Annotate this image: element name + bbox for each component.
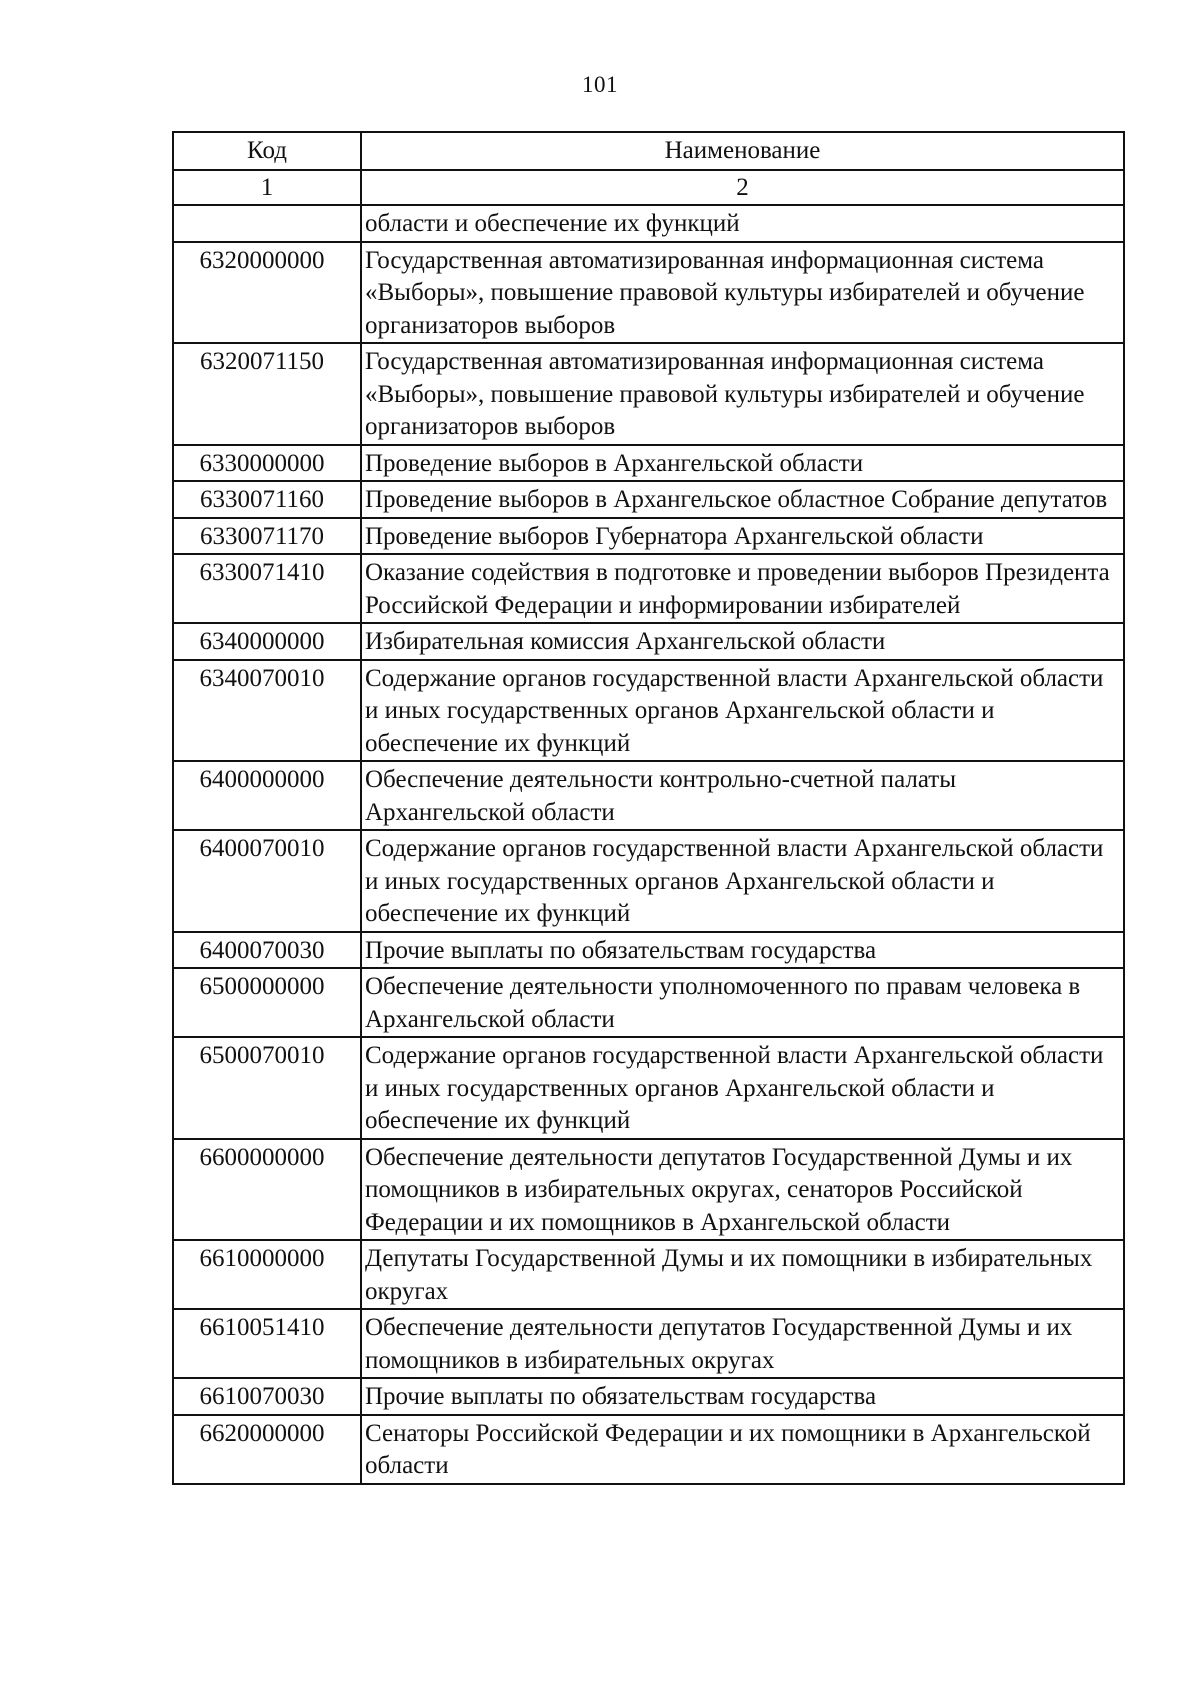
row-code [173,205,361,242]
table-row [173,761,1124,830]
row-name: Государственная автоматизированная информационная система «Выборы», повышение правовой культуры избирателей и обучение организаторов выборов [361,343,1124,445]
row-name: Прочие выплаты по обязательствам государства [361,1378,1124,1415]
column-number-code: 1 [173,170,361,206]
table-row [173,968,1124,1037]
row-name: Государственная автоматизированная информационная система «Выборы», повышение правовой культуры избирателей и обучение организаторов выборов [361,242,1124,344]
row-code: 6330071170 [173,518,361,555]
column-number-row [173,170,1124,206]
row-name: Прочие выплаты по обязательствам государства [361,932,1124,969]
row-code: 6330071160 [173,481,361,518]
table-row [173,554,1124,623]
row-name: Проведение выборов в Архангельское областное Собрание депутатов [361,481,1124,518]
table-row [173,1309,1124,1378]
row-code: 6600000000 [173,1139,361,1241]
row-name: области и обеспечение их функций [361,205,1124,242]
row-name: Обеспечение деятельности контрольно-счетной палаты Архангельской области [361,761,1124,830]
table-body [173,205,1124,1484]
row-code: 6330000000 [173,445,361,482]
row-name: Обеспечение деятельности уполномоченного по правам человека в Архангельской области [361,968,1124,1037]
row-code: 6330071410 [173,554,361,623]
column-header-name: Наименование [361,132,1124,170]
row-name: Обеспечение деятельности депутатов Государственной Думы и их помощников в избирательных округах, сенаторов Российской Федерации и их помощников в Архангельской области [361,1139,1124,1241]
table-row [173,1240,1124,1309]
table-row [173,343,1124,445]
table-row [173,445,1124,482]
table-row [173,1415,1124,1484]
column-header-code: Код [173,132,361,170]
row-code: 6500000000 [173,968,361,1037]
table-row [173,1378,1124,1415]
table-row [173,932,1124,969]
row-code: 6610000000 [173,1240,361,1309]
budget-code-table [172,131,1125,1485]
row-name: Оказание содействия в подготовке и проведении выборов Президента Российской Федерации и информировании избирателей [361,554,1124,623]
table-row [173,1037,1124,1139]
column-number-name: 2 [361,170,1124,206]
table-row [173,518,1124,555]
row-name: Избирательная комиссия Архангельской области [361,623,1124,660]
table-header-row [173,132,1124,170]
page-number: 101 [582,72,618,97]
table-row [173,830,1124,932]
row-code: 6340000000 [173,623,361,660]
row-name: Содержание органов государственной власти Архангельской области и иных государственных органов Архангельской области и обеспечение их функций [361,660,1124,762]
row-code: 6400070010 [173,830,361,932]
row-name: Проведение выборов в Архангельской области [361,445,1124,482]
row-code: 6320000000 [173,242,361,344]
row-code: 6610070030 [173,1378,361,1415]
row-code: 6400000000 [173,761,361,830]
row-name: Проведение выборов Губернатора Архангельской области [361,518,1124,555]
row-code: 6400070030 [173,932,361,969]
row-code: 6500070010 [173,1037,361,1139]
table-row [173,242,1124,344]
row-name: Депутаты Государственной Думы и их помощники в избирательных округах [361,1240,1124,1309]
row-name: Содержание органов государственной власти Архангельской области и иных государственных органов Архангельской области и обеспечение их функций [361,1037,1124,1139]
row-code: 6320071150 [173,343,361,445]
table-row [173,1139,1124,1241]
table-row [173,623,1124,660]
row-name: Обеспечение деятельности депутатов Государственной Думы и их помощников в избирательных округах [361,1309,1124,1378]
row-code: 6620000000 [173,1415,361,1484]
row-code: 6610051410 [173,1309,361,1378]
table-row [173,660,1124,762]
row-name: Сенаторы Российской Федерации и их помощники в Архангельской области [361,1415,1124,1484]
row-code: 6340070010 [173,660,361,762]
row-name: Содержание органов государственной власти Архангельской области и иных государственных органов Архангельской области и обеспечение их функций [361,830,1124,932]
table-row [173,205,1124,242]
table-row [173,481,1124,518]
